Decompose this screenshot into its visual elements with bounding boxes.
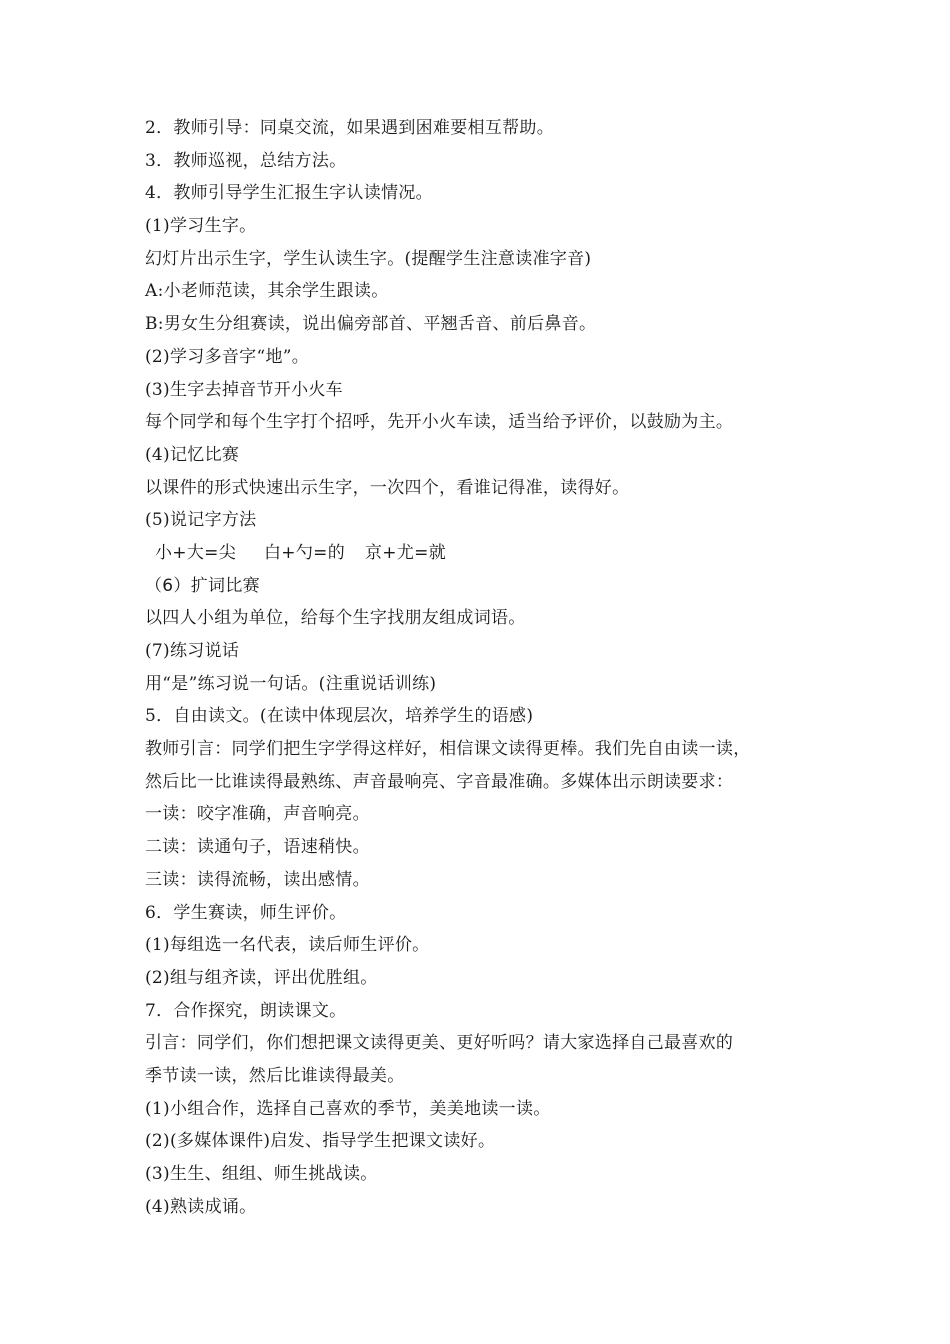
text-line: 季节读一读，然后比谁读得最美。 bbox=[145, 1065, 405, 1086]
text-line: 2．教师引导：同桌交流，如果遇到困难要相互帮助。 bbox=[145, 118, 555, 138]
text-line: 6．学生赛读，师生评价。 bbox=[145, 902, 347, 923]
text-line: A:小老师范读，其余学生跟读。 bbox=[145, 281, 389, 302]
text-line: (4)熟读成诵。 bbox=[145, 1196, 257, 1217]
text-line: (1)小组合作，选择自己喜欢的季节，美美地读一读。 bbox=[145, 1098, 551, 1119]
text-line: (7)练习说话 bbox=[145, 641, 240, 661]
text-line: (5)说记字方法 bbox=[145, 510, 257, 531]
document-body bbox=[145, 112, 825, 1223]
text-line: 7．合作探究，朗读课文。 bbox=[145, 1000, 347, 1021]
text-line: （6）扩词比赛 bbox=[145, 575, 260, 596]
text-line: 教师引言：同学们把生字学得这样好，相信课文读得更棒。我们先自由读一读， bbox=[145, 739, 751, 760]
text-line: (3)生字去掉音节开小火车 bbox=[145, 379, 343, 400]
text-line: (1)学习生字。 bbox=[145, 216, 257, 237]
yinyan-label: 引言： bbox=[145, 1033, 197, 1054]
text-line: (3)生生、组组、师生挑战读。 bbox=[145, 1164, 378, 1184]
text-line: (2)组与组齐读，评出优胜组。 bbox=[145, 967, 378, 988]
text-line: 然后比一比谁读得最熟练、声音最响亮、字音最准确。多媒体出示朗读要求： bbox=[145, 771, 734, 792]
text-line: 以四人小组为单位，给每个生字找朋友组成词语。 bbox=[145, 608, 526, 629]
text-line: 5．自由读文。(在读中体现层次，培养学生的语感) bbox=[145, 706, 534, 727]
formula-item: 白+勺=的 bbox=[264, 542, 345, 563]
text-line: 每个同学和每个生字打个招呼，先开小火车读，适当给予评价，以鼓励为主。 bbox=[145, 412, 734, 433]
text-line: B:男女生分组赛读，说出偏旁部首、平翘舌音、前后鼻音。 bbox=[145, 314, 597, 335]
formula-item: 小+大=尖 bbox=[155, 542, 236, 563]
text-line: 一读：咬字准确，声音响亮。 bbox=[145, 804, 370, 825]
text-line: 幻灯片出示生字，学生认读生字。(提醒学生注意读准字音) bbox=[145, 248, 592, 269]
text-line: (2)学习多音字“地”。 bbox=[145, 346, 310, 367]
text-line: (1)每组选一名代表，读后师生评价。 bbox=[145, 935, 430, 956]
text-line: 二读：读通句子，语速稍快。 bbox=[145, 837, 370, 858]
text-line: 4．教师引导学生汇报生字认读情况。 bbox=[145, 183, 433, 204]
formula-line bbox=[145, 537, 825, 570]
text-line: 3．教师巡视，总结方法。 bbox=[145, 150, 347, 171]
text-line: (4)记忆比赛 bbox=[145, 444, 240, 465]
text-line: 以课件的形式快速出示生字，一次四个，看谁记得准，读得好。 bbox=[145, 477, 630, 498]
yinyan-text: 同学们，你们想把课文读得更美、更好听吗？请大家选择自己最喜欢的 bbox=[196, 1033, 734, 1054]
formula-item: 京+尤=就 bbox=[365, 542, 446, 563]
text-line: 三读：读得流畅，读出感情。 bbox=[145, 869, 370, 890]
text-line: (2)(多媒体课件)启发、指导学生把课文读好。 bbox=[145, 1131, 496, 1152]
yinyan-line bbox=[145, 1027, 825, 1060]
text-line: 用“是”练习说一句话。(注重说话训练) bbox=[145, 673, 437, 694]
